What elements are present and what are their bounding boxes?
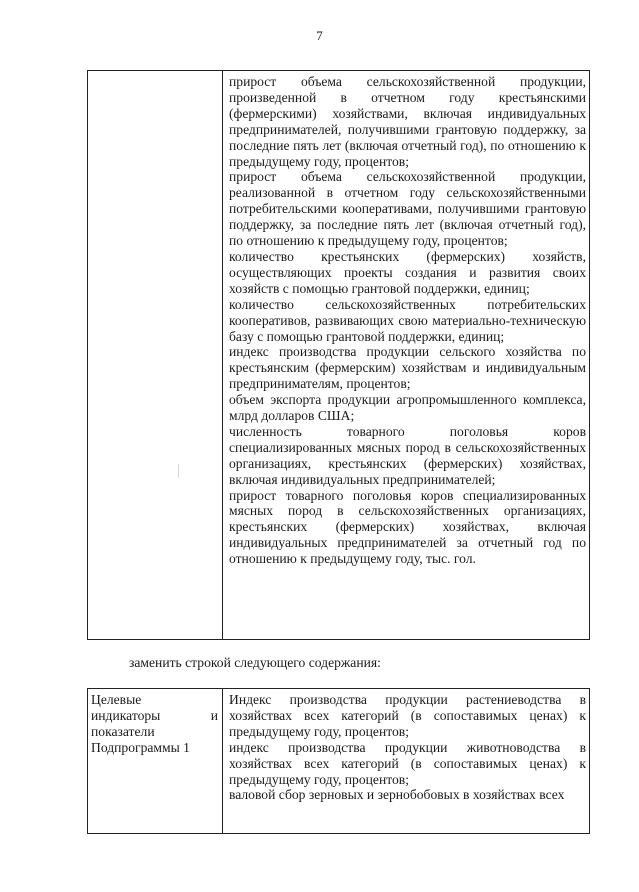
table-cell-left — [88, 689, 223, 834]
list-item: количество сельскохозяйственных потребительских кооперативов, развивающих свою материально-техническую базу с помощью грантовой поддержки, единиц; — [229, 296, 586, 344]
list-item: прирост объема сельскохозяйственной продукции, произведенной в отчетном году крестьянскими (фермерскими) хозяйствами, включая индивидуальных предпринимателей, получившими грантовую поддержку, за последние пять лет (включая отчетный год), по отношению к предыдущему году, процентов; — [229, 74, 586, 169]
scan-mark — [178, 464, 179, 478]
indicators-table-new — [87, 688, 590, 834]
page-number: 7 — [316, 28, 323, 43]
table-cell-right — [223, 71, 590, 640]
list-item: индекс производства продукции сельского хозяйства по крестьянским (фермерским) хозяйствам и индивидуальным предпринимателям, процентов; — [229, 344, 586, 392]
list-item: прирост товарного поголовья коров специализированных мясных пород в сельскохозяйственных организациях, крестьянских (фермерских) хозяйствах, включая индивидуальных предпринимателей за отчетный год по отношению к предыдущему году, тыс. гол. — [229, 487, 586, 567]
heading-line: показатели — [91, 723, 155, 739]
list-item: объем экспорта продукции агропромышленного комплекса, млрд долларов США; — [229, 392, 586, 424]
list-item: индекс производства продукции животноводства в хозяйствах всех категорий (в сопоставимых ценах) к предыдущему году, процентов; — [229, 739, 586, 787]
list-item: прирост объема сельскохозяйственной продукции, реализованной в отчетном году сельскохозяйственными потребительскими кооперативами, получившими грантовую поддержку, за последние пять лет (включая отчетный год), по отношению к предыдущему году, процентов; — [229, 169, 586, 249]
heading-line: Подпрограммы 1 — [91, 739, 190, 755]
list-item: численность товарного поголовья коров специализированных мясных пород в сельскохозяйственных организациях, крестьянских (фермерских) хозяйствах, включая индивидуальных предпринимателей; — [229, 423, 586, 487]
list-item: валовой сбор зерновых и зернобобовых в хозяйствах всех — [229, 787, 565, 803]
indicators-table-old — [87, 70, 590, 640]
table-cell-right — [223, 689, 590, 834]
heading-line — [91, 708, 218, 724]
heading-word: индикаторы — [91, 707, 161, 723]
list-item: Индекс производства продукции растениеводства в хозяйствах всех категорий (в сопоставимых ценах) к предыдущему году, процентов; — [229, 692, 586, 739]
intro-text: заменить строкой следующего содержания: — [129, 655, 381, 670]
row-heading — [88, 689, 222, 756]
table-row — [88, 71, 590, 640]
table-row — [88, 689, 590, 834]
indicator-list — [223, 71, 589, 567]
table-cell-left — [88, 71, 223, 640]
heading-word: и — [210, 707, 218, 723]
heading-line: Целевые — [91, 692, 142, 707]
indicator-list — [223, 689, 589, 803]
list-item: количество крестьянских (фермерских) хозяйств, осуществляющих проекты создания и развития своих хозяйств с помощью грантовой поддержки, единиц; — [229, 248, 586, 296]
